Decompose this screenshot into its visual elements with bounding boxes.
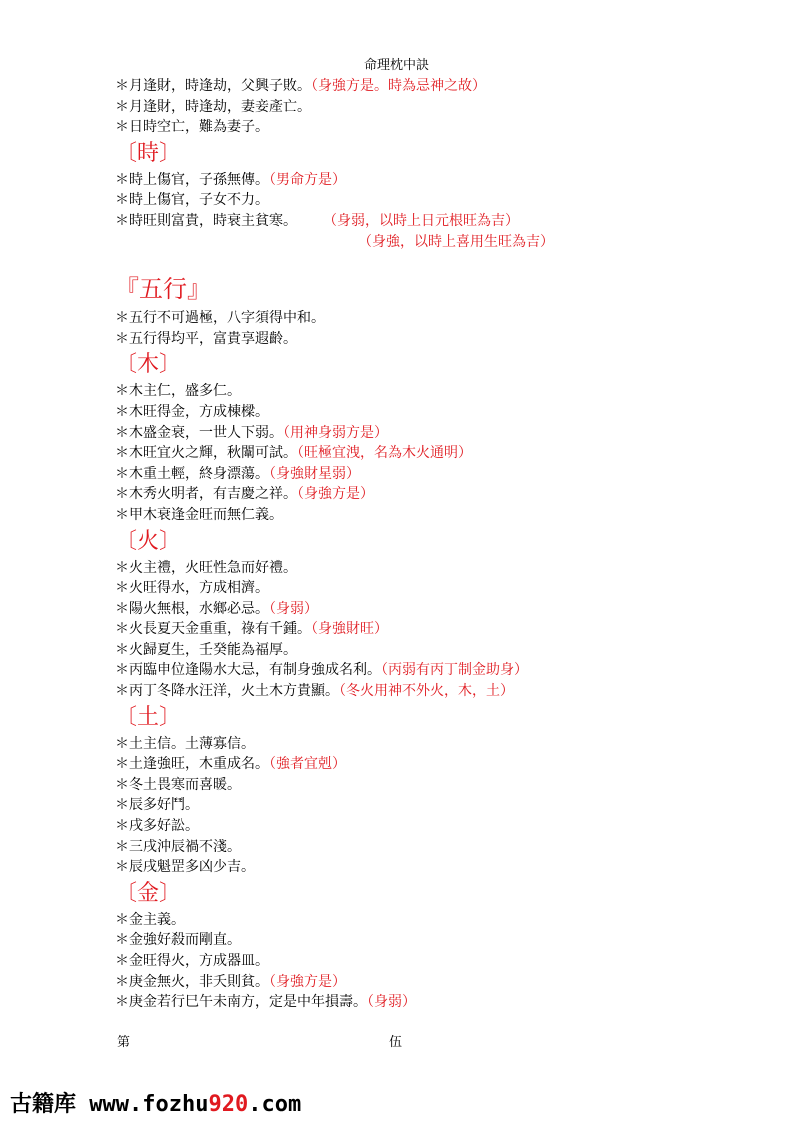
text-line — [115, 775, 755, 796]
line-text: ＊木重土輕，終身漂蕩。 — [115, 465, 269, 482]
text-line — [115, 795, 755, 816]
section-heading: 〔金〕 — [115, 880, 182, 906]
watermark-suffix: .com — [248, 1092, 302, 1117]
line-annotation: （身強方是。時為忌神之故） — [311, 78, 486, 94]
line-text: ＊冬土畏寒而喜暖。 — [115, 776, 241, 793]
line-text: ＊火歸夏生，壬癸能為福厚。 — [115, 641, 297, 658]
line-annotation: （身弱） — [367, 994, 416, 1011]
text-line — [115, 972, 755, 993]
line-text: ＊甲木衰逢金旺而無仁義。 — [115, 506, 283, 523]
section-heading: 『五行』 — [115, 275, 211, 304]
line-text: ＊火旺得水，方成相濟。 — [115, 580, 269, 597]
text-line — [115, 599, 755, 620]
section-spacer — [115, 252, 755, 270]
line-annotation: （丙弱有丙丁制金助身） — [381, 662, 528, 679]
text-line — [115, 381, 755, 402]
line-annotation: （身強財星弱） — [269, 465, 360, 482]
footer-page-label: 第 — [117, 1035, 131, 1050]
line-text: ＊丙丁冬降水汪洋，火土木方貴顯。 — [115, 683, 339, 700]
line-text: ＊五行得均平，富貴享遐齡。 — [115, 330, 297, 347]
text-line — [115, 443, 755, 464]
line-text: ＊木旺宜火之輝，秋闈可試。 — [115, 445, 297, 462]
section-heading: 〔土〕 — [115, 704, 182, 730]
line-text: ＊木盛金衰，一世人下弱。 — [115, 424, 283, 441]
section-heading: 〔火〕 — [115, 528, 182, 554]
line-annotation: （旺極宜洩，名為木火通明） — [297, 445, 472, 462]
line-annotation: （身強財旺） — [311, 621, 388, 638]
line-text: ＊五行不可過極，八字須得中和。 — [115, 310, 325, 327]
line-text: ＊時上傷官，子孫無傳。 — [115, 171, 269, 188]
line-text: ＊木旺得金，方成棟樑。 — [115, 403, 269, 420]
line-text: ＊時旺則富貴，時衰主貧寒。 — [115, 212, 297, 229]
text-line — [115, 951, 755, 972]
line-annotation: （身強方是） — [297, 486, 374, 503]
text-line — [115, 992, 755, 1013]
text-line — [115, 329, 755, 350]
watermark-prefix: 古籍库 www.fozhu — [10, 1092, 209, 1117]
line-text: ＊木主仁，盛多仁。 — [115, 383, 241, 400]
line-text: ＊辰戌魁罡多凶少吉。 — [115, 859, 255, 876]
text-line — [115, 211, 755, 232]
line-text: ＊丙臨申位逢陽水大忌，有制身強成名利。 — [115, 662, 381, 679]
text-line-continuation — [115, 232, 755, 253]
text-line — [115, 857, 755, 878]
text-line — [115, 97, 755, 118]
line-text: ＊月逢財，時逢劫，父興子敗。 — [115, 78, 311, 94]
line-annotation: （強者宜剋） — [269, 756, 346, 773]
text-line — [115, 734, 755, 755]
line-text: ＊土逢強旺，木重成名。 — [115, 756, 269, 773]
watermark-number: 920 — [208, 1092, 249, 1117]
line-text: ＊庚金無火，非夭則貧。 — [115, 973, 269, 990]
line-text: ＊時上傷官，子女不力。 — [115, 192, 269, 209]
footer-page-number: 伍 — [389, 1035, 403, 1050]
text-line — [115, 505, 755, 526]
line-annotation: （用神身弱方是） — [283, 424, 388, 441]
text-line — [115, 681, 755, 702]
line-text: ＊日時空亡，難為妻子。 — [115, 119, 269, 136]
line-text: ＊火長夏天金重重，祿有千鍾。 — [115, 621, 311, 638]
line-text: ＊金旺得火，方成器皿。 — [115, 953, 269, 969]
text-line — [115, 816, 755, 837]
line-text: ＊月逢財，時逢劫，妻妾產亡。 — [115, 98, 311, 115]
line-text: ＊庚金若行巳午未南方，定是中年損壽。 — [115, 994, 367, 1011]
section-heading: 〔時〕 — [115, 140, 182, 166]
line-annotation: （身弱，以時上日元根旺為吉） — [323, 212, 519, 229]
text-line — [115, 837, 755, 858]
text-line — [115, 423, 755, 444]
line-text: ＊木秀火明者，有吉慶之祥。 — [115, 486, 297, 503]
line-text: ＊陽火無根，水鄉必忌。 — [115, 600, 269, 617]
text-line — [115, 910, 755, 931]
text-line — [115, 190, 755, 211]
text-line — [115, 170, 755, 191]
line-text: ＊金強好殺而剛直。 — [115, 932, 241, 949]
text-line — [115, 754, 755, 775]
line-text: ＊土主信。土薄寡信。 — [115, 735, 255, 752]
site-watermark[interactable] — [10, 1087, 301, 1118]
text-line — [115, 308, 755, 329]
line-text: ＊金主義。 — [115, 911, 185, 928]
section-heading: 〔木〕 — [115, 352, 182, 378]
line-annotation: （身弱） — [269, 600, 318, 617]
line-text: ＊辰多好鬥。 — [115, 797, 199, 814]
document-body — [115, 76, 755, 1013]
text-line — [115, 578, 755, 599]
text-line — [115, 402, 755, 423]
text-line — [115, 619, 755, 640]
text-line — [115, 640, 755, 661]
text-line — [115, 484, 755, 505]
line-text: ＊火主禮，火旺性急而好禮。 — [115, 559, 297, 576]
text-line — [115, 464, 755, 485]
text-line — [115, 558, 755, 579]
page-title: 命理枕中訣 — [363, 58, 429, 73]
text-line — [115, 660, 755, 681]
line-text: ＊三戌沖辰禍不淺。 — [115, 838, 241, 855]
line-annotation: （男命方是） — [269, 171, 346, 188]
line-annotation: （身強方是） — [269, 973, 346, 990]
text-line — [115, 930, 755, 951]
line-annotation: （身強，以時上喜用生旺為吉） — [358, 233, 554, 250]
text-line — [115, 117, 755, 138]
text-line — [115, 76, 755, 97]
line-annotation: （冬火用神不外火，木，土） — [339, 683, 514, 700]
line-text: ＊戌多好訟。 — [115, 818, 199, 835]
